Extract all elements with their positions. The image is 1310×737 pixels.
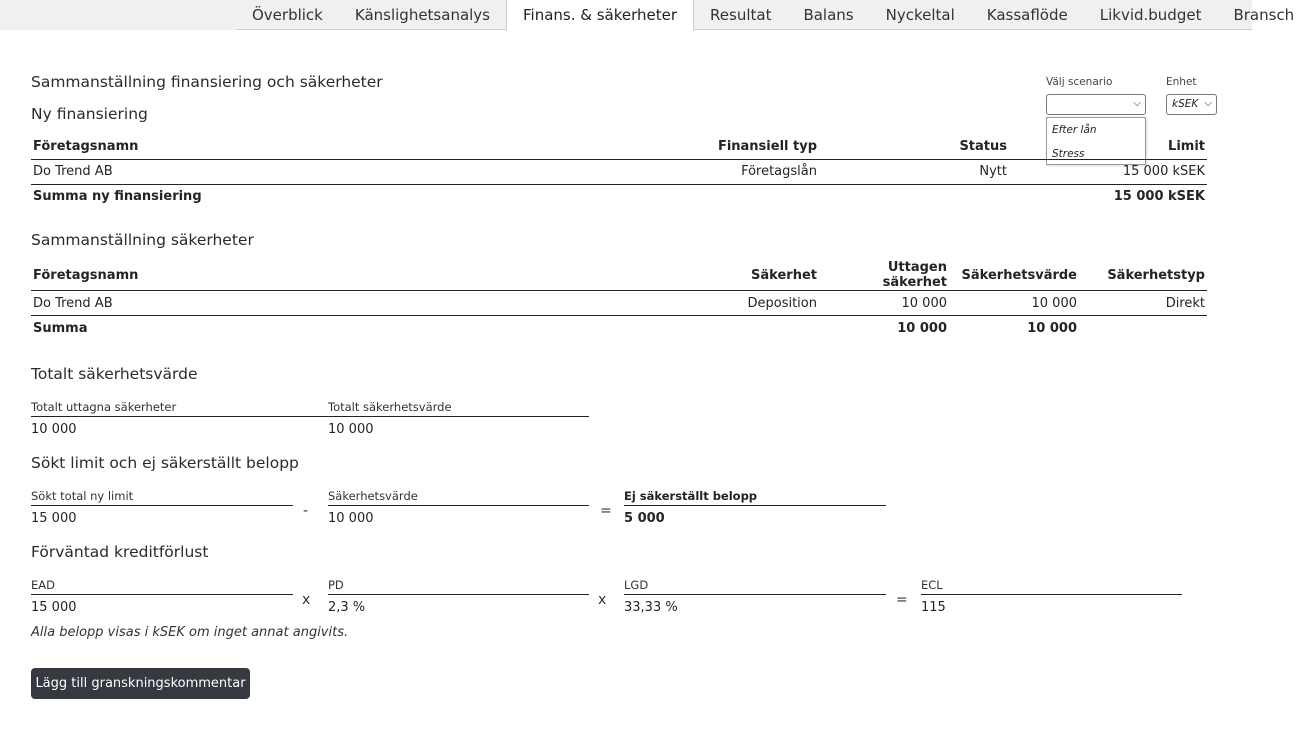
- cell-company: Do Trend AB: [31, 291, 531, 316]
- financing-header-row: [31, 134, 1207, 159]
- scenario-option-stress[interactable]: Stress: [1052, 148, 1085, 160]
- cell-status: Nytt: [819, 159, 1009, 184]
- multiply-operator: x: [598, 592, 607, 608]
- cell-financial-type: Företagslån: [471, 159, 819, 184]
- ecl-value: 115: [921, 600, 946, 615]
- tab-bransch[interactable]: Bransch: [1233, 6, 1295, 24]
- total-taken-value: 10 000: [31, 422, 77, 437]
- financing-table: [31, 134, 1207, 209]
- total-value-label: Totalt säkerhetsvärde: [293, 398, 589, 417]
- unsecured-value: 5 000: [624, 511, 665, 526]
- col-foretagsnamn: Företagsnamn: [31, 260, 531, 291]
- table-row: [31, 159, 1207, 184]
- pd-field: [328, 576, 589, 619]
- unsecured-field: [624, 487, 886, 530]
- tab-overblick[interactable]: Överblick: [252, 6, 323, 24]
- total-taken-label: Totalt uttagna säkerheter: [31, 398, 293, 417]
- col-limit: Limit: [1009, 134, 1207, 159]
- unit-label: Enhet: [1166, 76, 1197, 88]
- tab-resultat[interactable]: Resultat: [710, 6, 772, 24]
- equals-operator: =: [896, 592, 908, 608]
- tab-kanslighetsanalys[interactable]: Känslighetsanalys: [354, 6, 490, 24]
- collateral-header-row: [31, 260, 1207, 291]
- financing-sum-row: [31, 184, 1207, 209]
- total-value-value: 10 000: [328, 422, 374, 437]
- chevron-down-icon: ⌵: [1133, 98, 1141, 109]
- requested-limit-label: Sökt total ny limit: [31, 487, 293, 506]
- ead-value: 15 000: [31, 600, 77, 615]
- sum-value: 10 000: [1027, 320, 1077, 336]
- collateral-table: [31, 260, 1207, 341]
- tab-balans[interactable]: Balans: [803, 6, 854, 24]
- scenario-option-efter-lan[interactable]: Efter lån: [1052, 124, 1097, 136]
- add-review-comment-button[interactable]: Lägg till granskningskommentar: [31, 668, 250, 699]
- sum-taken: 10 000: [897, 320, 947, 336]
- total-taken-field: [31, 398, 293, 441]
- page-title: Sammanställning finansiering och säkerheter: [31, 73, 383, 91]
- tab-list: [236, 0, 1295, 30]
- tab-nyckeltal[interactable]: Nyckeltal: [885, 6, 955, 24]
- col-sakerhetsvarde: Säkerhetsvärde: [949, 260, 1079, 291]
- col-status: Status: [819, 134, 1009, 159]
- unsecured-label: Ej säkerställt belopp: [624, 487, 886, 506]
- tab-kassaflode[interactable]: Kassaflöde: [986, 6, 1068, 24]
- limit-collateral-field: [328, 487, 589, 530]
- tab-finans-sakerheter[interactable]: Finans. & säkerheter: [506, 0, 694, 31]
- chevron-down-icon: ⌵: [1204, 98, 1212, 109]
- col-sakerhetstyp: Säkerhetstyp: [1079, 260, 1207, 291]
- sum-value: 15 000 kSEK: [1113, 189, 1205, 205]
- pd-label: PD: [328, 576, 589, 595]
- ecl-field: [921, 576, 1182, 619]
- unit-select[interactable]: [1166, 94, 1217, 115]
- sum-label: Summa ny finansiering: [33, 189, 202, 205]
- limit-title: Sökt limit och ej säkerställt belopp: [31, 454, 299, 472]
- total-collateral-title: Totalt säkerhetsvärde: [31, 365, 198, 383]
- lgd-value: 33,33 %: [624, 600, 678, 615]
- sum-label: Summa: [33, 320, 88, 336]
- ead-field: [31, 576, 293, 619]
- cell-company: Do Trend AB: [31, 159, 471, 184]
- tab-bar: [0, 0, 1295, 30]
- col-sakerhet: Säkerhet: [531, 260, 819, 291]
- collateral-title: Sammanställning säkerheter: [31, 231, 254, 249]
- limit-collateral-value: 10 000: [328, 511, 374, 526]
- limit-collateral-label: Säkerhetsvärde: [328, 487, 589, 506]
- col-finansiell-typ: Finansiell typ: [471, 134, 819, 159]
- collateral-sum-row: [31, 316, 1207, 341]
- ecl-label: ECL: [921, 576, 1182, 595]
- cell-taken: 10 000: [819, 291, 949, 316]
- ead-label: EAD: [31, 576, 293, 595]
- lgd-label: LGD: [624, 576, 886, 595]
- tab-likvid-budget[interactable]: Likvid.budget: [1099, 6, 1202, 24]
- pd-value: 2,3 %: [328, 600, 366, 615]
- requested-limit-field: [31, 487, 293, 530]
- scenario-select[interactable]: [1046, 94, 1146, 115]
- requested-limit-value: 15 000: [31, 511, 77, 526]
- cell-type: Direkt: [1079, 291, 1207, 316]
- lgd-field: [624, 576, 886, 619]
- scenario-select-value: [1047, 98, 1052, 110]
- cell-collateral: Deposition: [531, 291, 819, 316]
- cell-value: 10 000: [949, 291, 1079, 316]
- equals-operator: =: [600, 503, 612, 519]
- ecl-title: Förväntad kreditförlust: [31, 543, 209, 561]
- amount-note: Alla belopp visas i kSEK om inget annat angivits.: [31, 625, 349, 640]
- minus-operator: -: [303, 503, 309, 519]
- col-uttagen-sakerhet: Uttagen säkerhet: [819, 260, 949, 291]
- cell-limit: 15 000 kSEK: [1009, 159, 1207, 184]
- financing-title: Ny finansiering: [31, 105, 148, 123]
- multiply-operator: x: [302, 592, 311, 608]
- table-row: [31, 291, 1207, 316]
- col-foretagsnamn: Företagsnamn: [31, 134, 471, 159]
- unit-select-value: kSEK: [1172, 98, 1199, 110]
- scenario-label: Välj scenario: [1046, 76, 1113, 88]
- total-value-field: [293, 398, 589, 441]
